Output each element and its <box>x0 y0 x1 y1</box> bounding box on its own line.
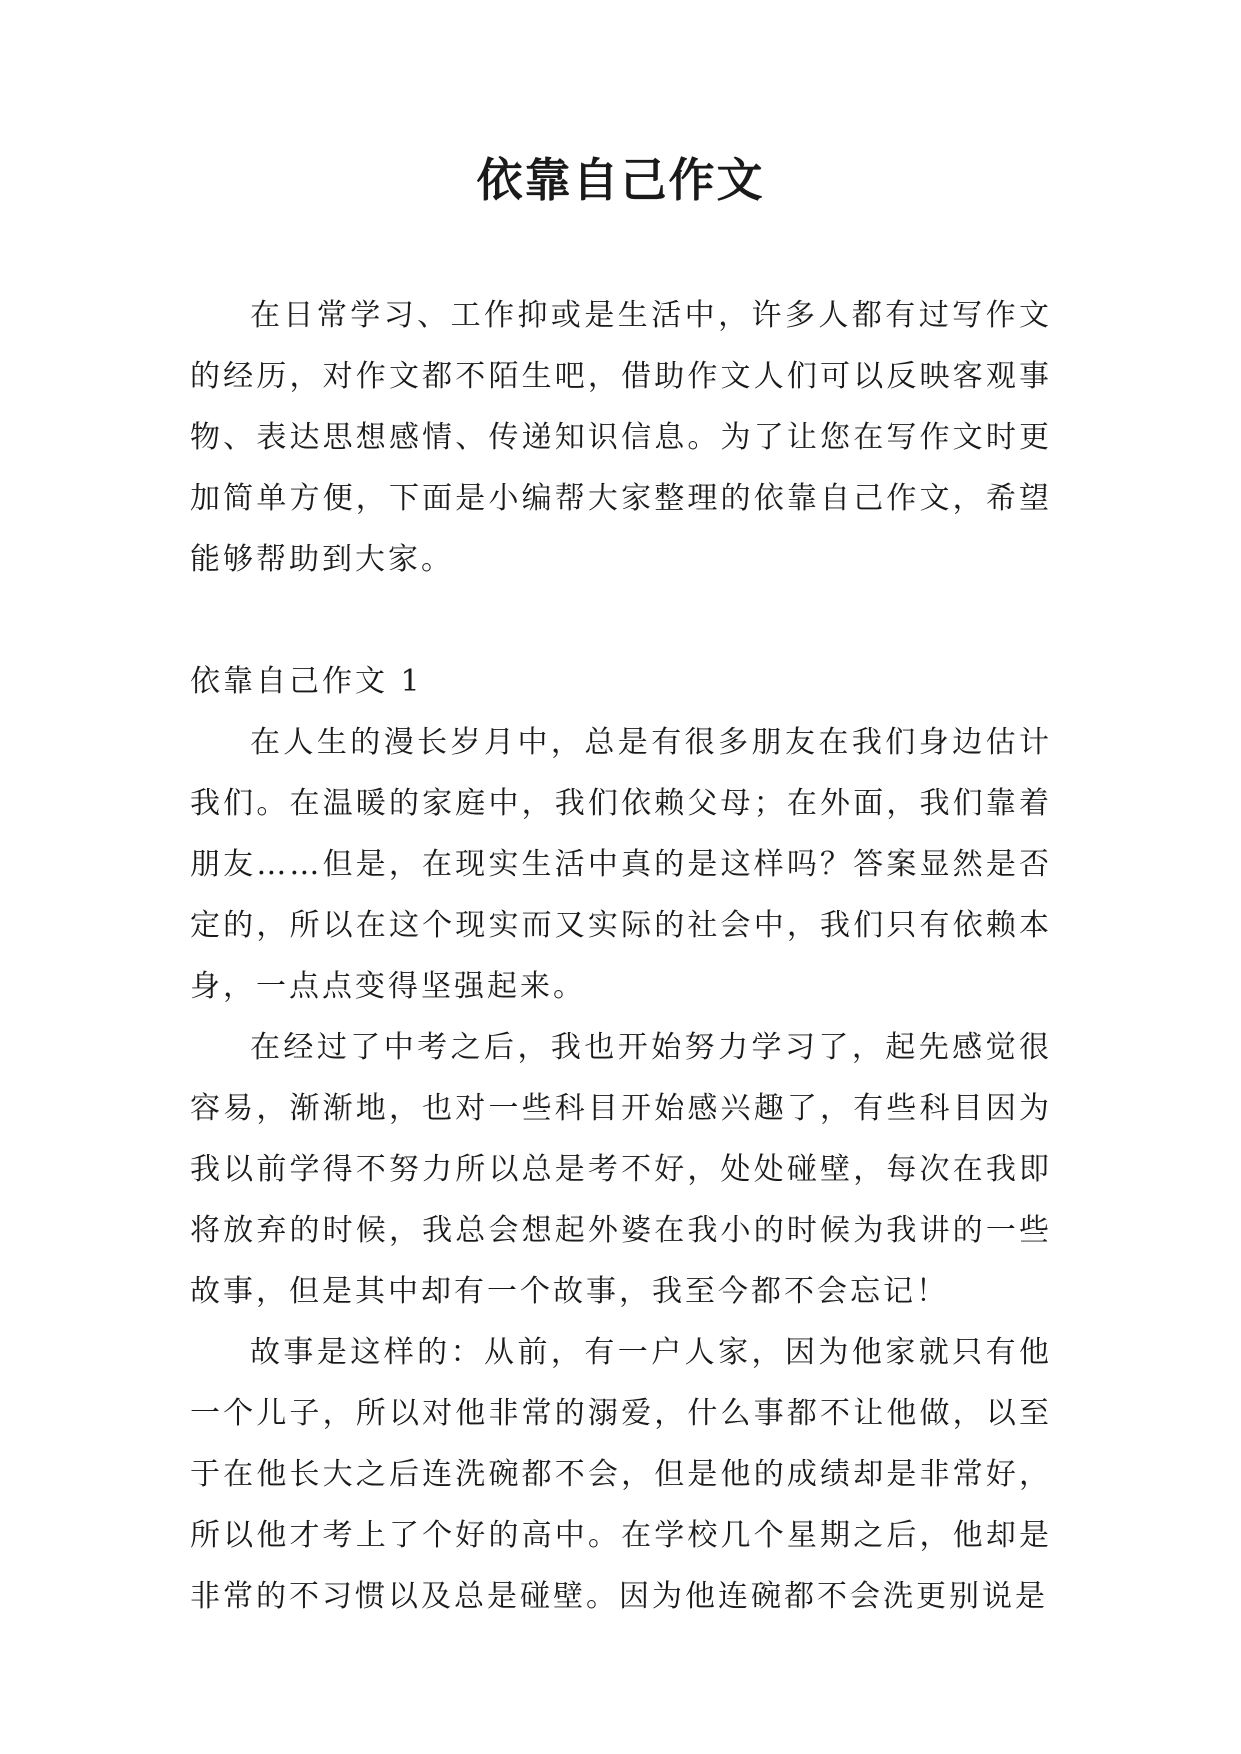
body-paragraph-2: 在经过了中考之后，我也开始努力学习了，起先感觉很容易，渐渐地，也对一些科目开始感兴趣了，有些科目因为我以前学得不努力所以总是考不好，处处碰壁，每次在我即将放弃的时候，我总会想起外婆在我小的时候为我讲的一些故事，但是其中却有一个故事，我至今都不会忘记！ <box>190 1030 1052 1309</box>
body-paragraph-1: 在人生的漫长岁月中，总是有很多朋友在我们身边估计我们。在温暖的家庭中，我们依赖父母；在外面，我们靠着朋友……但是，在现实生活中真的是这样吗？答案显然是否定的，所以在这个现实而又实际的社会中，我们只有依赖本身，一点点变得坚强起来。 <box>190 725 1052 1004</box>
intro-paragraph: 在日常学习、工作抑或是生活中，许多人都有过写作文的经历，对作文都不陌生吧，借助作文人们可以反映客观事物、表达思想感情、传递知识信息。为了让您在写作文时更加简单方便，下面是小编帮大家整理的依靠自己作文，希望能够帮助到大家。 <box>190 298 1052 577</box>
section-heading: 依靠自己作文 1 <box>190 664 423 699</box>
body-paragraph-3: 故事是这样的：从前，有一户人家，因为他家就只有他一个儿子，所以对他非常的溺爱，什么事都不让他做，以至于在他长大之后连洗碗都不会，但是他的成绩却是非常好，所以他才考上了个好的高中。在学校几个星期之后，他却是非常的不习惯以及总是碰壁。因为他连碗都不会洗更别说是 <box>190 1335 1052 1614</box>
document-body <box>190 285 1052 1627</box>
document-title: 依靠自己作文 <box>476 153 765 207</box>
